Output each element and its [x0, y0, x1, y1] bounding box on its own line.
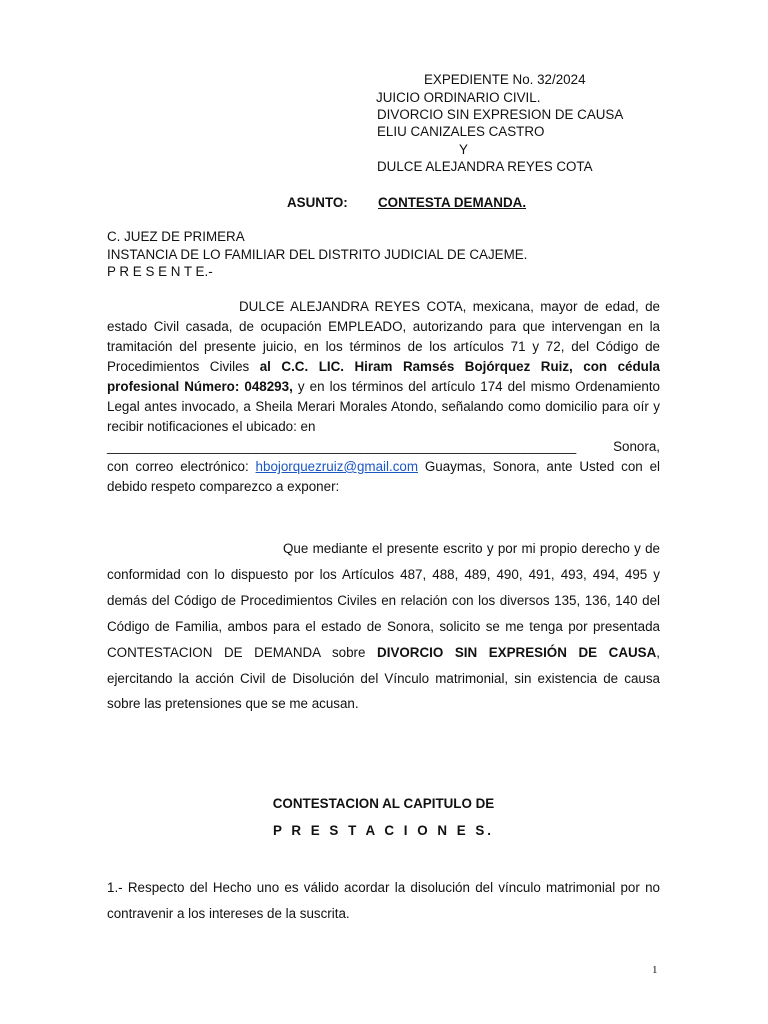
petition-text-2: , ejercitando la acción Civil de Disolución del Vínculo matrimonial, sin existencia de causa sobre las pretensiones que se me acusan. — [107, 644, 660, 712]
intro-text-3: Guaymas, Sonora, ante Usted con el debido respeto comparezco a exponer: — [107, 459, 660, 494]
section-title: CONTESTACION AL CAPITULO DE — [272, 796, 495, 811]
divorce-emphasis: DIVORCIO SIN EXPRESIÓN DE CAUSA — [377, 644, 657, 660]
response-paragraph-1: 1.- Respecto del Hecho uno es válido acordar la disolución del vínculo matrimonial por no contravenir a los intereses de la suscrita. — [107, 880, 660, 921]
divorce-type: DIVORCIO SIN EXPRESION DE CAUSA — [377, 107, 624, 122]
party-two: DULCE ALEJANDRA REYES COTA — [377, 159, 593, 174]
intro-paragraph — [107, 297, 660, 497]
trial-type: JUICIO ORDINARIO CIVIL. — [376, 90, 541, 105]
email-line — [107, 457, 660, 497]
email-label: con correo electrónico: — [107, 459, 256, 474]
address-city: Sonora, — [613, 439, 660, 454]
addressee-line-2: INSTANCIA DE LO FAMILIAR DEL DISTRITO JUDICIAL DE CAJEME. — [107, 247, 528, 262]
petition-paragraph — [107, 536, 660, 717]
party-one: ELIU CANIZALES CASTRO — [377, 124, 545, 139]
address-blank: _______________________________________________________________ — [107, 439, 577, 454]
intro-text-2: y en los términos del artículo 174 del mismo Ordenamiento Legal antes invocado, a Sheila Merari Morales Atondo, señalando como domicilio para oír y recibir notificaciones el ubicado: en — [107, 379, 661, 434]
address-blank-line — [107, 437, 660, 457]
page-number: 1 — [652, 964, 658, 976]
lawyer-authorization: al C.C. LIC. Hiram Ramsés Bojórquez Ruiz, con cédula profesional Número: 048293, — [107, 359, 660, 394]
email-link[interactable]: hbojorquezruiz@gmail.com — [255, 459, 418, 474]
petition-text-1: Que mediante el presente escrito y por mi propio derecho y de conformidad con lo dispuesto por los Artículos 487, 488, 489, 490, 491, 493, 494, 495 y demás del Código de Procedimientos Civiles en relación con los diversos 135, 136, 140 del Código de Familia, ambos para el estado de Sonora, solicito se me tenga por presentada CONTESTACION DE DEMANDA sobre — [107, 541, 660, 660]
subject-value: CONTESTA DEMANDA. — [378, 195, 527, 210]
intro-text-1: DULCE ALEJANDRA REYES COTA, mexicana, mayor de edad, de estado Civil casada, de ocupación EMPLEADO, autorizando para que intervengan en la tramitación del presente juicio, en los términos de los artículos 71 y 72, del Código de Procedimientos Civiles — [107, 299, 660, 374]
expediente-number: EXPEDIENTE No. 32/2024 — [424, 72, 586, 87]
addressee-line-1: C. JUEZ DE PRIMERA — [107, 229, 245, 244]
addressee-line-3: P R E S E N T E.- — [107, 264, 213, 279]
subject-label: ASUNTO: — [287, 195, 348, 210]
section-subtitle: P R E S T A C I O N E S. — [272, 823, 495, 838]
party-connector: Y — [459, 142, 468, 157]
